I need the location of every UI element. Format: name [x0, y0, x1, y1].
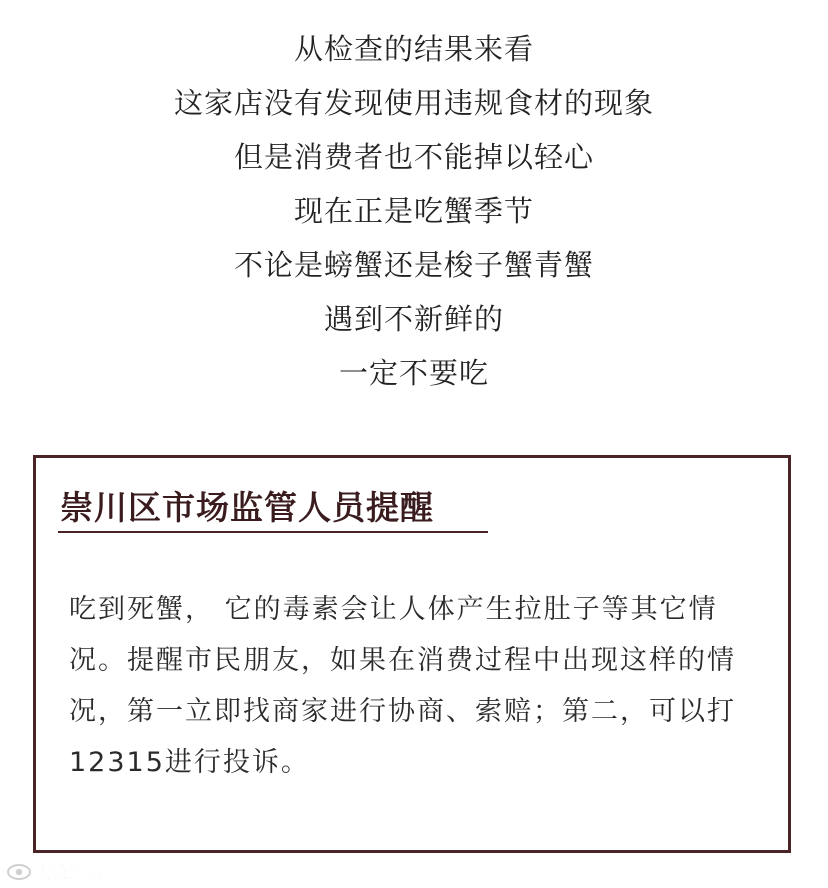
intro-line: 这家店没有发现使用违规食材的现象	[173, 86, 654, 120]
intro-line: 一定不要吃	[338, 356, 489, 390]
intro-line: 从检查的结果来看	[293, 32, 534, 66]
title-underline	[58, 531, 488, 533]
watermark-text: 大数跨境	[35, 863, 104, 882]
notice-box	[33, 455, 791, 853]
watermark	[6, 860, 103, 883]
notice-title: 崇川区市场监管人员提醒	[60, 488, 434, 527]
intro-line: 但是消费者也不能掉以轻心	[233, 140, 594, 174]
notice-body: 吃到死蟹， 它的毒素会让人体产生拉肚子等其它情况。提醒市民朋友，如果在消费过程中出现这样的情况，第一立即找商家进行协商、索赔；第二，可以打12315进行投诉。	[69, 594, 736, 778]
intro-line: 不论是螃蟹还是梭子蟹青蟹	[233, 248, 594, 282]
intro-line: 现在正是吃蟹季节	[293, 194, 534, 228]
eye-logo-icon	[6, 862, 32, 882]
intro-line: 遇到不新鲜的	[323, 302, 504, 336]
intro-text-block	[0, 22, 828, 400]
